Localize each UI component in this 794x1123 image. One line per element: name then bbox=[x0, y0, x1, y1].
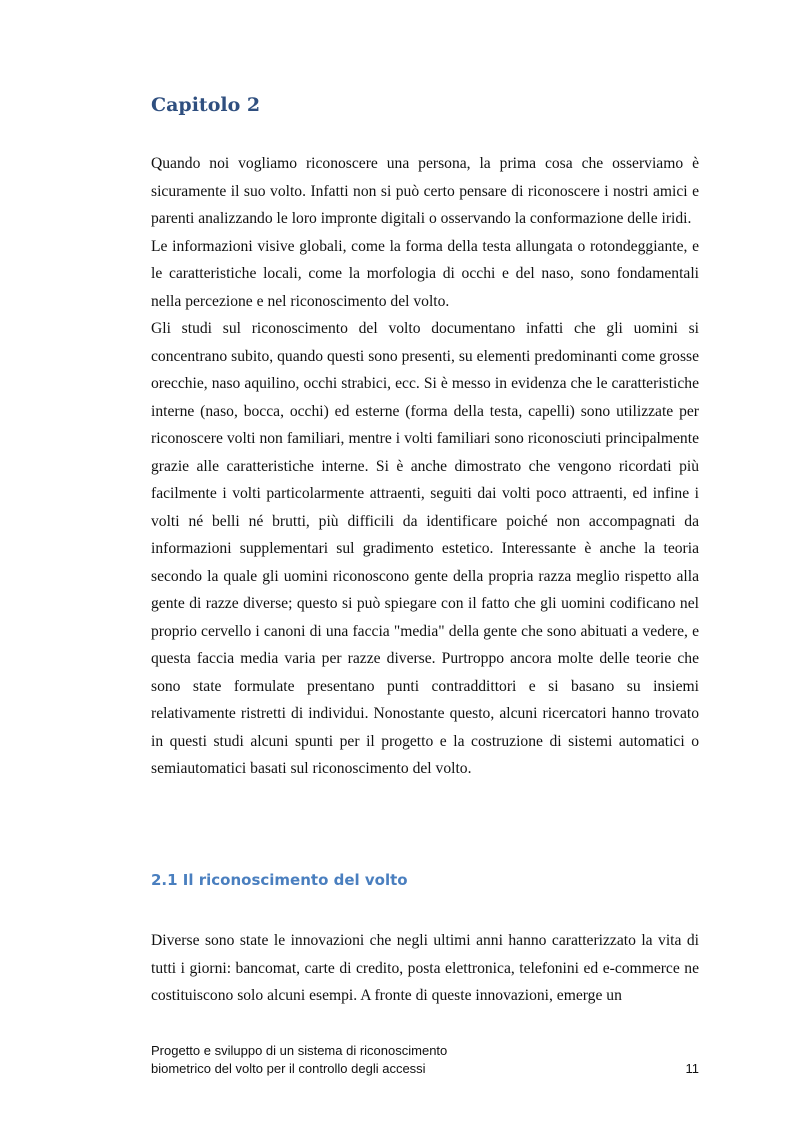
footer-line-2: biometrico del volto per il controllo degli accessi bbox=[151, 1061, 426, 1076]
chapter-title: Capitolo 2 bbox=[151, 94, 261, 116]
page-number: 11 bbox=[685, 1061, 699, 1076]
section-paragraph-1: Diverse sono state le innovazioni che negli ultimi anni hanno caratterizzato la vita di tutti i giorni: bancomat, carte di credito, posta elettronica, telefonini ed e-commerce ne costituiscono solo alcuni esempi. A fronte di queste innovazioni, emerge un bbox=[151, 932, 699, 1004]
footer-line-1: Progetto e sviluppo di un sistema di riconoscimento bbox=[151, 1043, 448, 1058]
section-body bbox=[151, 927, 699, 1010]
footer-title bbox=[151, 1042, 447, 1078]
section-title: 2.1 Il riconoscimento del volto bbox=[151, 871, 408, 889]
chapter-body bbox=[151, 150, 699, 783]
paragraph-3: Gli studi sul riconoscimento del volto documentano infatti che gli uomini si concentrano subito, quando questi sono presenti, su elementi predominanti come grosse orecchie, naso aquilino, occhi strabici, ecc. Si è messo in evidenza che le caratteristiche interne (naso, bocca, occhi) ed esterne (forma della testa, capelli) sono utilizzate per riconoscere volti non familiari, mentre i volti familiari sono riconosciuti principalmente grazie alle caratteristiche interne. Si è anche dimostrato che vengono ricordati più facilmente i volti particolarmente attraenti, seguiti dai volti poco attraenti, ed infine i volti né belli né brutti, più difficili da identificare poiché non accompagnati da informazioni supplementari sul gradimento estetico. Interessante è anche la teoria secondo la quale gli uomini riconoscono gente della propria razza meglio rispetto alla gente di razze diverse; questo si può spiegare con il fatto che gli uomini codificano nel proprio cervello i canoni di una faccia "media" della gente che sono abituati a vedere, e questa faccia media varia per razze diverse. Purtroppo ancora molte delle teorie che sono state formulate presentano punti contraddittori e si basano su insiemi relativamente ristretti di individui. Nonostante questo, alcuni ricercatori hanno trovato in questi studi alcuni spunti per il progetto e la costruzione di sistemi automatici o semiautomatici basati sul riconoscimento del volto. bbox=[151, 320, 699, 777]
paragraph-2: Le informazioni visive globali, come la forma della testa allungata o rotondeggiante, e le caratteristiche locali, come la morfologia di occhi e del naso, sono fondamentali nella percezione e nel riconoscimento del volto. bbox=[151, 237, 699, 310]
paragraph-1: Quando noi vogliamo riconoscere una persona, la prima cosa che osserviamo è sicuramente il suo volto. Infatti non si può certo pensare di riconoscere i nostri amici e parenti analizzando le loro impronte digitali o osservando la conformazione delle iridi. bbox=[151, 155, 699, 227]
